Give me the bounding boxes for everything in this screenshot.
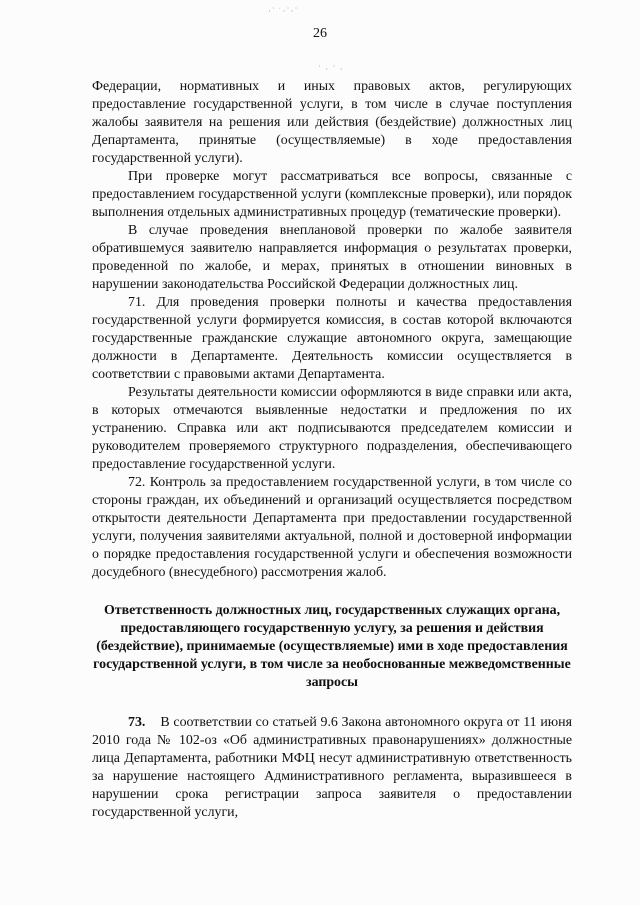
document-body [92,78,572,822]
section-heading-responsibility: Ответственность должностных лиц, государственных служащих органа, предоставляющего государственную услугу, за решения и действия (бездействие), принимаемые (осуществляемые) ими в ходе предоставления государственной услуги, в том числе за необоснованные межведомственные запросы [93,603,571,690]
paragraph-commission-results: Результаты деятельности комиссии оформляются в виде справки или акта, в которых отмечаются выявленные недостатки и предложения по их устранению. Справка или акт подписываются председателем комиссии и руководителем проверяемого структурного подразделения, обеспечивающего предоставление государственной услуги. [92,385,572,472]
scan-noise-top: ·˙ ͘ ·˙·˙ [268,6,299,16]
page-number: 26 [313,26,327,41]
paragraph-72-control: 72. Контроль за предоставлением государственной услуги, в том числе со стороны граждан, их объединений и организаций осуществляется посредством открытости деятельности Департамента при предоставлении государственной услуги, получения заявителями актуальной, полной и достоверной информации о порядке предоставления государственной услуги и обеспечения возможности досудебного (внесудебного) рассмотрения жалоб. [92,475,572,580]
paragraph-73-number: 73. [128,715,146,730]
paragraph-inspection-questions: При проверке могут рассматриваться все вопросы, связанные с предоставлением государственной услуги (комплексные проверки), или порядок выполнения отдельных административных процедур (тематические проверки). [92,169,572,220]
paragraph-73-text: В соответствии со статьей 9.6 Закона автономного округа от 11 июня 2010 года № 102-оз «Об административных правонарушениях» должностные лица Департамента, работники МФЦ несут административную ответственность за нарушение настоящего Административного регламента, выразившееся в нарушении срока регистрации запроса заявителя о предоставлении государственной услуги, [92,715,573,820]
paragraph-73-liability [92,714,572,822]
paragraph-federation-acts: Федерации, нормативных и иных правовых актов, регулирующих предоставление государственной услуги, в том числе в случае поступления жалобы заявителя на решения или действия (бездействие) должностных лиц Департамента, принятые (осуществляемые) в ходе предоставления государственной услуги). [92,79,572,166]
scan-noise-mid: ˙ · ˙ · [318,64,344,74]
paragraph-71-commission: 71. Для проведения проверки полноты и качества предоставления государственной услуги формируется комиссия, в состав которой включаются государственные гражданские служащие автономного округа, замещающие должности в Департаменте. Деятельность комиссии осуществляется в соответствии с правовыми актами Департамента. [92,295,572,382]
paragraph-unplanned-inspection: В случае проведения внеплановой проверки по жалобе заявителя обратившемуся заявителю направляется информация о результатах проверки, проведенной по жалобе, и мерах, принятых в отношении виновных в нарушении законодательства Российской Федерации должностных лиц. [92,223,572,292]
